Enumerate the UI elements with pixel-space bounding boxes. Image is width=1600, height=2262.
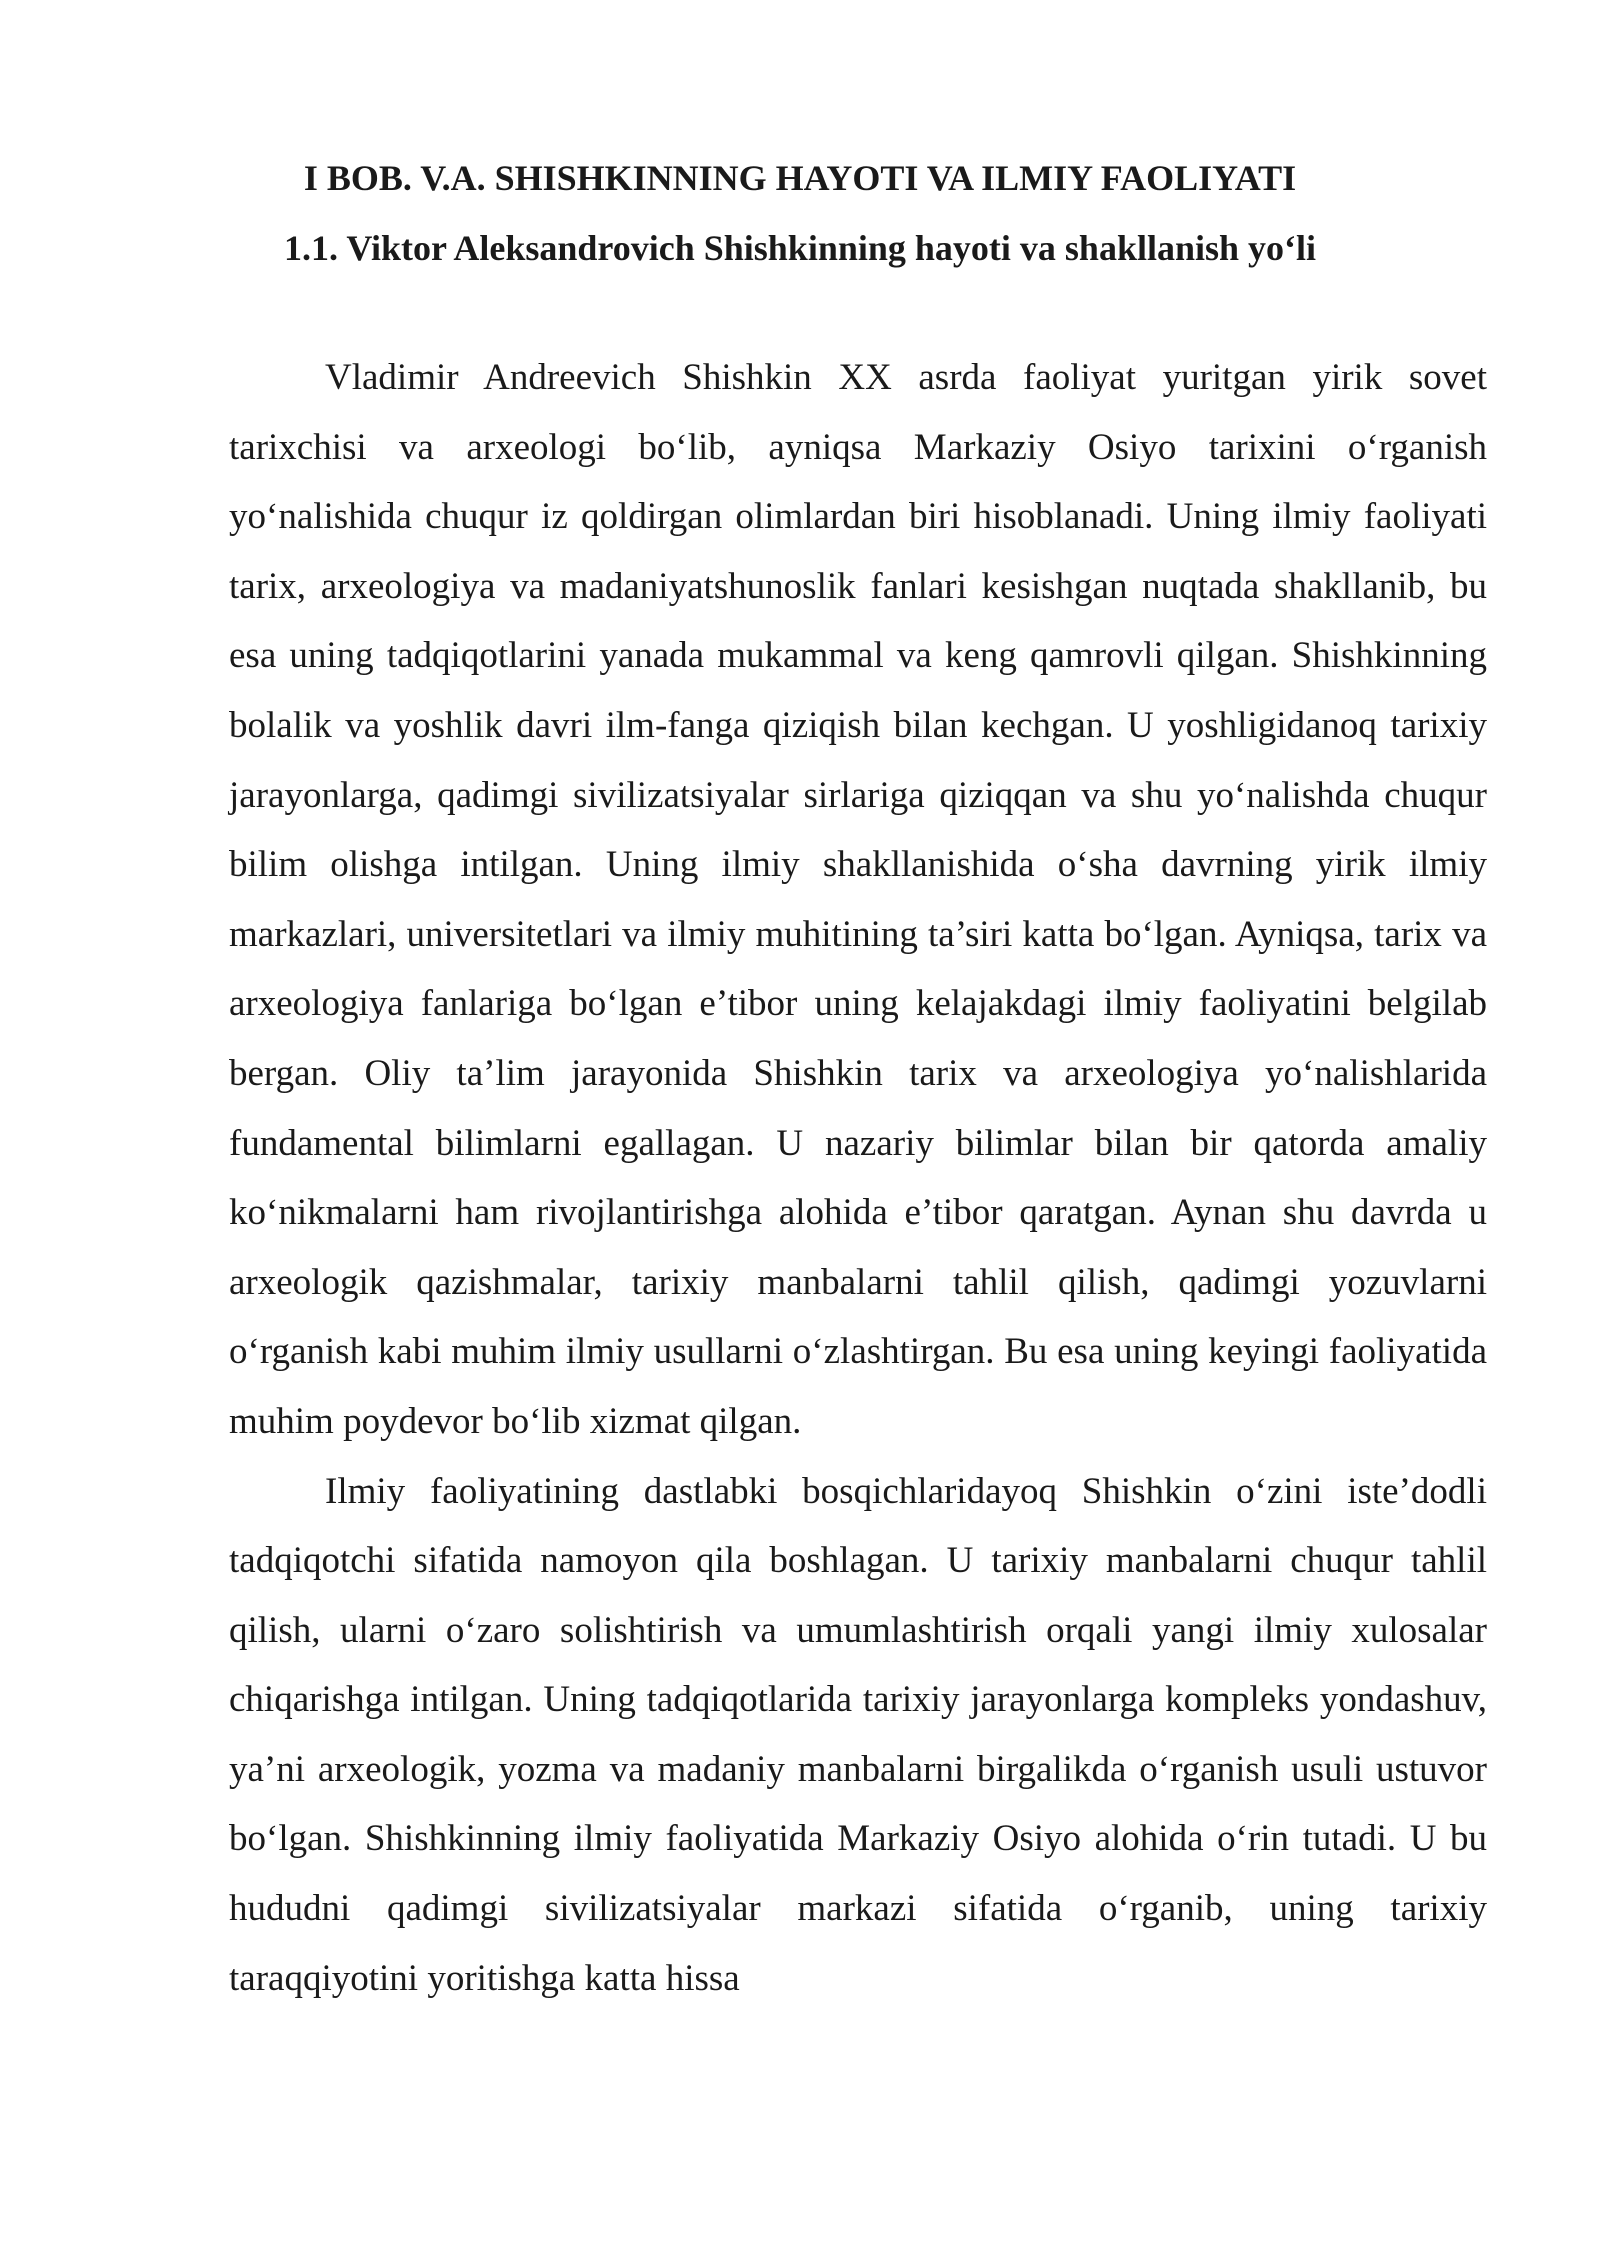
section-title: 1.1. Viktor Aleksandrovich Shishkinning hayoti va shakllanish yo‘li (283, 228, 1317, 268)
chapter-title: I BOB. V.A. SHISHKINNING HAYOTI VA ILMIY FAOLIYATI (303, 158, 1297, 198)
paragraph-2: Ilmiy faoliyatining dastlabki bosqichlaridayoq Shishkin o‘zini iste’dodli tadqiqotchi sifatida namoyon qila boshlagan. U tarixiy manbalarni chuqur tahlil qilish, ularni o‘zaro solishtirish va umumlashtirish orqali yangi ilmiy xulosalar chiqarishga intilgan. Uning tadqiqotlarida tarixiy jarayonlarga kompleks yondashuv, ya’ni arxeologik, yozma va madaniy manbalarni birgalikda o‘rganish usuli ustuvor bo‘lgan. Shishkinning ilmiy faoliyatida Markaziy Osiyo alohida o‘rin tutadi. U bu hududni qadimgi sivilizatsiyalar markazi sifatida o‘rganib, uning tarixiy taraqqiyotini yoritishga katta hissa (229, 1470, 1487, 1999)
paragraph-1: Vladimir Andreevich Shishkin XX asrda faoliyat yuritgan yirik sovet tarixchisi va arxeologi bo‘lib, ayniqsa Markaziy Osiyo tarixini o‘rganish yo‘nalishida chuqur iz qoldirgan olimlardan biri hisoblanadi. Uning ilmiy faoliyati tarix, arxeologiya va madaniyatshunoslik fanlari kesishgan nuqtada shakllanib, bu esa uning tadqiqotlarini yanada mukammal va keng qamrovli qilgan. Shishkinning bolalik va yoshlik davri ilm-fanga qiziqish bilan kechgan. U yoshligidanoq tarixiy jarayonlarga, qadimgi sivilizatsiyalar sirlariga qiziqqan va shu yo‘nalishda chuqur bilim olishga intilgan. Uning ilmiy shakllanishida o‘sha davrning yirik ilmiy markazlari, universitetlari va ilmiy muhitining ta’siri katta bo‘lgan. Ayniqsa, tarix va arxeologiya fanlariga bo‘lgan e’tibor uning kelajakdagi ilmiy faoliyatini belgilab bergan. Oliy ta’lim jarayonida Shishkin tarix va arxeologiya yo‘nalishlarida fundamental bilimlarni egallagan. U nazariy bilimlar bilan bir qatorda amaliy ko‘nikmalarni ham rivojlantirishga alohida e’tibor qaratgan. Aynan shu davrda u arxeologik qazishmalar, tarixiy manbalarni tahlil qilish, qadimgi yozuvlarni o‘rganish kabi muhim ilmiy usullarni o‘zlashtirgan. Bu esa uning keyingi faoliyatida muhim poydevor bo‘lib xizmat qilgan. (229, 357, 1487, 1442)
body-text (229, 343, 1487, 2013)
